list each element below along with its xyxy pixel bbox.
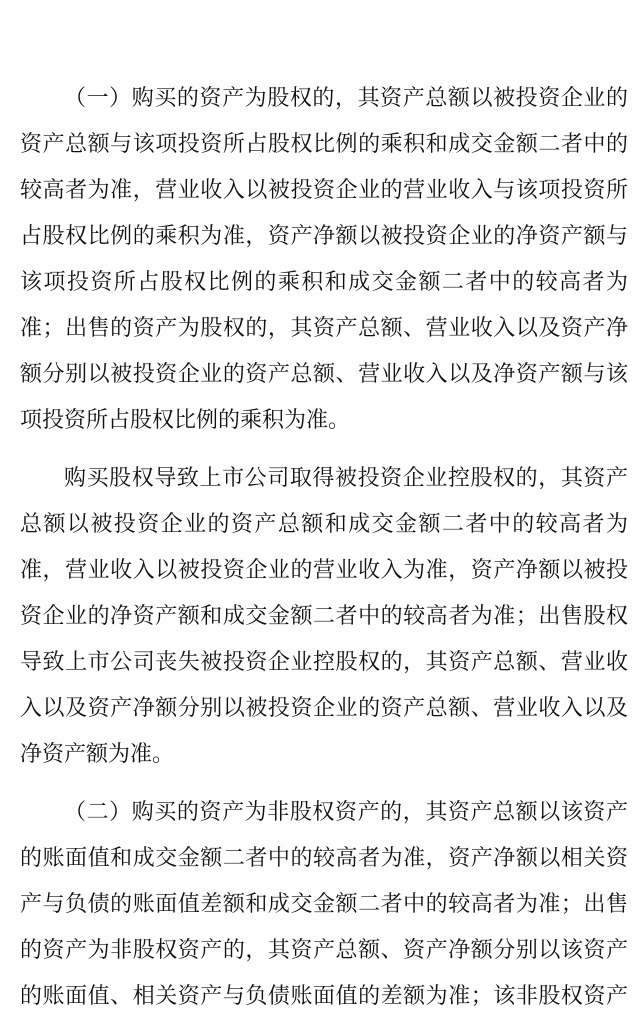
text-line: 额分别以被投资企业的资产总额、营业收入以及净资产额与该 — [20, 362, 628, 387]
text-line: 较高者为准，营业收入以被投资企业的营业收入与该项投资所 — [20, 178, 628, 203]
text-line: 项投资所占股权比例的乘积为准。 — [20, 408, 351, 433]
document-text — [20, 76, 628, 1020]
paragraph-2 — [20, 456, 628, 778]
text-line: 占股权比例的乘积为准，资产净额以被投资企业的净资产额与 — [20, 224, 628, 249]
text-line: 购买股权导致上市公司取得被投资企业控股权的，其资产 — [64, 466, 628, 491]
text-line: 资企业的净资产额和成交金额二者中的较高者为准；出售股权 — [20, 604, 628, 629]
text-line: （二）购买的资产为非股权资产的，其资产总额以该资产 — [64, 800, 628, 825]
text-line: 准；出售的资产为股权的，其资产总额、营业收入以及资产净 — [20, 316, 628, 341]
text-line: 资产总额与该项投资所占股权比例的乘积和成交金额二者中的 — [20, 132, 628, 157]
text-line: 的账面值和成交金额二者中的较高者为准，资产净额以相关资 — [20, 846, 628, 871]
paragraph-3 — [20, 790, 628, 1020]
text-line: 导致上市公司丧失被投资企业控股权的，其资产总额、营业收 — [20, 650, 628, 675]
text-line: 入以及资产净额分别以被投资企业的资产总额、营业收入以及 — [20, 696, 628, 721]
text-line: 总额以被投资企业的资产总额和成交金额二者中的较高者为 — [20, 512, 628, 537]
text-line: 的账面值、相关资产与负债账面值的差额为准；该非股权资产 — [20, 984, 628, 1009]
text-line: （一）购买的资产为股权的，其资产总额以被投资企业的 — [64, 86, 628, 111]
text-line: 该项投资所占股权比例的乘积和成交金额二者中的较高者为 — [20, 270, 628, 295]
paragraph-1 — [20, 76, 628, 444]
text-line: 的资产为非股权资产的，其资产总额、资产净额分别以该资产 — [20, 938, 628, 963]
text-line: 产与负债的账面值差额和成交金额二者中的较高者为准；出售 — [20, 892, 628, 917]
text-line: 准，营业收入以被投资企业的营业收入为准，资产净额以被投 — [20, 558, 628, 583]
text-line: 净资产额为准。 — [20, 742, 175, 767]
